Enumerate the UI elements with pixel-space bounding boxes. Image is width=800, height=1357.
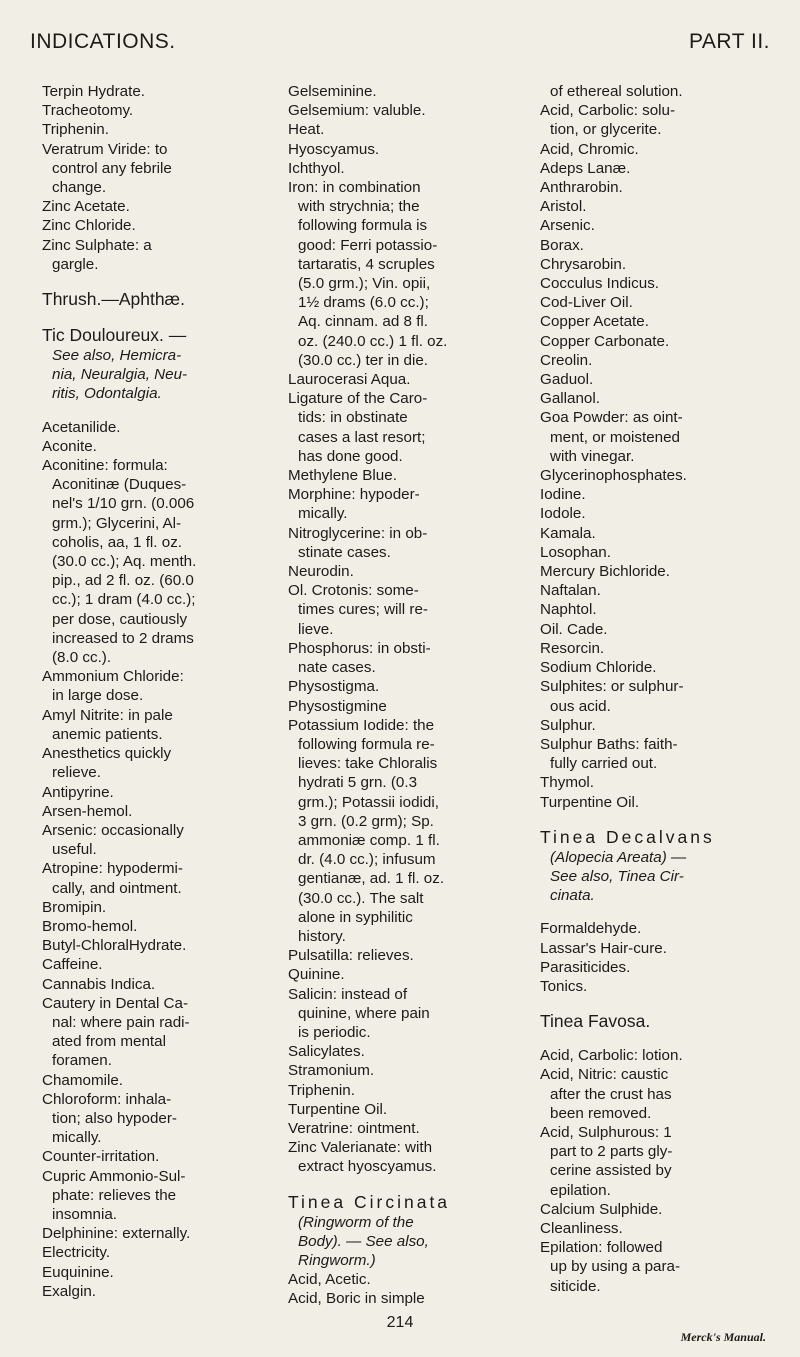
entry-line: tids: in obstinate [298, 409, 408, 427]
entry-line: up by using a para- [550, 1258, 681, 1276]
entry-line: Heat. [288, 121, 325, 139]
entry-line: (8.0 cc.). [52, 649, 112, 667]
entry-line: Chloroform: inhala- [42, 1090, 172, 1108]
entry-line: Lassar's Hair-cure. [540, 939, 667, 957]
entry-line: Kamala. [540, 524, 596, 542]
running-header [30, 30, 770, 60]
entry-line: foramen. [52, 1052, 112, 1070]
entry-line: Ol. Crotonis: some- [288, 582, 419, 600]
header-title: INDICATIONS. [30, 30, 176, 53]
entry-line: Physostigmine [288, 697, 387, 715]
entry-line: Terpin Hydrate. [42, 83, 145, 100]
entry-line: Chrysarobin. [540, 255, 627, 273]
entry-line: (5.0 grm.); Vin. opii, [298, 275, 431, 293]
spacer [540, 905, 762, 919]
entry-line: nel's 1/10 grn. (0.006 [52, 495, 195, 513]
column-2 [288, 82, 528, 1309]
column-3 [540, 82, 762, 1296]
entry-line: Triphenin. [42, 121, 109, 139]
entry-line: gargle. [52, 255, 99, 273]
entry-line: Cannabis Indica. [42, 975, 156, 993]
entry-line: 3 grn. (0.2 grm); Sp. [298, 812, 434, 830]
section-heading: Tinea Favosa. [540, 1011, 651, 1032]
entry-line: Acid, Boric in simple [288, 1290, 425, 1308]
entry-line: Nitroglycerine: in ob- [288, 524, 428, 542]
entry-line: times cures; will re- [298, 601, 428, 619]
entry-line: (30.0 cc.). The salt [298, 889, 424, 907]
entry-line: Adeps Lanæ. [540, 159, 631, 177]
entry-line: Aconite. [42, 437, 97, 455]
entry-line: epilation. [550, 1181, 611, 1199]
entry-line: cinata. [550, 887, 595, 905]
entry-line: nia, Neuralgia, Neu- [52, 366, 188, 384]
entry-line: Bromo-hemol. [42, 917, 138, 935]
entry-line: grm.); Potassii iodidi, [298, 793, 439, 811]
header-part: PART II. [688, 30, 770, 53]
entry-line: Caffeine. [42, 956, 103, 974]
entry-line: cc.); 1 dram (4.0 cc.); [52, 591, 196, 609]
entry-line: Copper Carbonate. [540, 332, 670, 350]
entry-line: ment, or moistened [550, 428, 680, 446]
spacer [42, 404, 262, 418]
entry-line: following formula is [298, 217, 428, 235]
entry-line: change. [52, 179, 107, 197]
entry-line: Borax. [540, 236, 584, 254]
entry-line: Acid, Acetic. [288, 1271, 371, 1289]
entry-line: (30.0 cc.) ter in die. [298, 351, 428, 369]
entry-line: extract hyoscyamus. [298, 1158, 437, 1176]
entry-line: pip., ad 2 fl. oz. (60.0 [52, 572, 194, 590]
entry-line: See also, Tinea Cir- [550, 867, 684, 885]
entry-line: cases a last resort; [298, 428, 426, 446]
entry-line: Creolin. [540, 351, 593, 369]
entry-line: been removed. [550, 1104, 652, 1122]
entry-line: oz. (240.0 cc.) 1 fl. oz. [298, 332, 448, 350]
entry-line: nal: where pain radi- [52, 1013, 190, 1031]
entry-line: Arsenic: occasionally [42, 821, 184, 839]
entry-line: Formaldehyde. [540, 920, 642, 938]
entry-line: Sodium Chloride. [540, 659, 657, 677]
entry-line: Aconitinæ (Duques- [52, 476, 187, 494]
entry-line: (Alopecia Areata) — [550, 848, 687, 866]
entry-line: ous acid. [550, 697, 611, 715]
entry-line: Cupric Ammonio-Sul- [42, 1167, 186, 1185]
entry-line: in large dose. [52, 687, 144, 705]
entry-line: is periodic. [298, 1023, 371, 1041]
entry-line: insomnia. [52, 1205, 117, 1223]
entry-line: tion; also hypoder- [52, 1109, 177, 1127]
entry-line: gentianæ, ad. 1 fl. oz. [298, 870, 445, 888]
entry-line: alone in syphilitic [298, 908, 413, 926]
entry-line: part to 2 parts gly- [550, 1143, 673, 1161]
entry-line: mically. [298, 505, 348, 523]
entry-line: fully carried out. [550, 755, 658, 773]
entry-line: Zinc Sulphate: a [42, 236, 152, 254]
entry-line: Electricity. [42, 1244, 111, 1262]
spacer [42, 310, 262, 324]
entry-line: Gaduol. [540, 371, 594, 389]
entry-line: See also, Hemicra- [52, 347, 182, 365]
entry-line: Goa Powder: as oint- [540, 409, 683, 427]
entry-line: Pulsatilla: relieves. [288, 947, 414, 965]
spacer [540, 812, 762, 826]
entry-line: Gelseminine. [288, 83, 377, 100]
entry-line: (30.0 cc.); Aq. menth. [52, 553, 197, 571]
entry-line: Acid, Nitric: caustic [540, 1066, 669, 1084]
entry-line: increased to 2 drams [52, 629, 194, 647]
entry-line: Quinine. [288, 966, 345, 984]
entry-line: Salicin: instead of [288, 985, 408, 1003]
entry-line: Atropine: hypodermi- [42, 860, 183, 878]
entry-line: Aq. cinnam. ad 8 fl. [298, 313, 429, 331]
entry-line: Cocculus Indicus. [540, 275, 660, 293]
entry-line: Laurocerasi Aqua. [288, 371, 411, 389]
entry-line: phate: relieves the [52, 1186, 177, 1204]
entry-line: Mercury Bichloride. [540, 563, 670, 581]
entry-line: Acid, Carbolic: lotion. [540, 1047, 683, 1065]
entry-line: Morphine: hypoder- [288, 486, 420, 504]
entry-line: tion, or glycerite. [550, 121, 662, 139]
entry-line: siticide. [550, 1277, 601, 1295]
entry-line: Arsenic. [540, 217, 595, 235]
entry-line: Cod-Liver Oil. [540, 294, 633, 312]
entry-line: Acetanilide. [42, 418, 121, 436]
entry-line: Ammonium Chloride: [42, 668, 184, 686]
entry-line: Sulphur Baths: faith- [540, 735, 678, 753]
entry-line: Turpentine Oil. [288, 1100, 388, 1118]
entry-line: Counter-irritation. [42, 1148, 160, 1166]
entry-line: Veratrine: ointment. [288, 1119, 420, 1137]
entry-line: Phosphorus: in obsti- [288, 639, 431, 657]
entry-line: Tracheotomy. [42, 102, 134, 120]
entry-line: history. [298, 927, 346, 945]
section-heading: Tinea Decalvans [540, 826, 715, 847]
spacer [42, 274, 262, 288]
entry-line: Euquinine. [42, 1263, 114, 1281]
entry-line: Turpentine Oil. [540, 793, 640, 811]
entry-line: stinate cases. [298, 543, 391, 561]
entry-line: Iodine. [540, 486, 586, 504]
column-1 [42, 82, 262, 1301]
entry-line: mically. [52, 1129, 102, 1147]
entry-line: Acid, Sulphurous: 1 [540, 1123, 672, 1141]
entry-line: control any febrile [52, 159, 172, 177]
section-heading: Tic Douloureux. — [42, 325, 187, 346]
entry-line: Salicylates. [288, 1043, 365, 1061]
entry-line: lieve. [298, 620, 334, 638]
entry-line: Delphinine: externally. [42, 1225, 191, 1243]
entry-line: after the crust has [550, 1085, 672, 1103]
entry-line: Parasiticides. [540, 958, 631, 976]
entry-line: Zinc Valerianate: with [288, 1139, 433, 1157]
entry-line: Losophan. [540, 543, 611, 561]
section-heading: Thrush.—Aphthæ. [42, 289, 185, 310]
entry-line: Anthrarobin. [540, 179, 623, 197]
entry-line: Bromipin. [42, 898, 107, 916]
entry-line: nate cases. [298, 659, 376, 677]
entry-line: ritis, Odontalgia. [52, 385, 162, 403]
entry-line: Glycerinophosphates. [540, 467, 687, 485]
page-number: 214 [386, 1314, 414, 1331]
entry-line: cally, and ointment. [52, 879, 182, 897]
publisher-mark: Merck's Manual. [680, 1330, 766, 1344]
entry-line: Anesthetics quickly [42, 745, 172, 763]
entry-line: Gelsemium: valuble. [288, 102, 426, 120]
entry-line: (Ringworm of the [298, 1213, 414, 1231]
entry-line: Naftalan. [540, 582, 601, 600]
entry-line: ammoniæ comp. 1 fl. [298, 831, 440, 849]
entry-line: Triphenin. [288, 1081, 355, 1099]
entry-line: relieve. [52, 764, 101, 782]
entry-line: Antipyrine. [42, 783, 114, 801]
entry-line: Body). — See also, [298, 1232, 429, 1250]
entry-line: hydrati 5 grn. (0.3 [298, 774, 418, 792]
entry-line: Gallanol. [540, 390, 600, 408]
entry-line: Zinc Acetate. [42, 198, 130, 216]
entry-line: Sulphur. [540, 716, 596, 734]
entry-line: good: Ferri potassio- [298, 236, 438, 254]
entry-line: Cautery in Dental Ca- [42, 994, 189, 1012]
entry-line: coholis, aa, 1 fl. oz. [52, 533, 183, 551]
entry-line: Thymol. [540, 774, 595, 792]
entry-line: Aconitine: formula: [42, 457, 168, 475]
entry-line: Physostigma. [288, 678, 380, 696]
entry-line: Amyl Nitrite: in pale [42, 706, 173, 724]
entry-line: with vinegar. [550, 447, 635, 465]
entry-line: Cleanliness. [540, 1219, 623, 1237]
entry-line: Iodole. [540, 505, 586, 523]
spacer [540, 1032, 762, 1046]
entry-line: Ichthyol. [288, 159, 345, 177]
entry-line: Methylene Blue. [288, 467, 397, 485]
entry-line: Arsen-hemol. [42, 802, 133, 820]
section-heading: Tinea Circinata [288, 1191, 451, 1212]
entry-line: Potassium Iodide: the [288, 716, 435, 734]
entry-line: Chamomile. [42, 1071, 124, 1089]
entry-line: Iron: in combination [288, 179, 421, 197]
entry-line: Copper Acetate. [540, 313, 649, 331]
entry-line: following formula re- [298, 735, 435, 753]
entry-line: Resorcin. [540, 639, 605, 657]
entry-line: Oil. Cade. [540, 620, 608, 638]
entry-line: per dose, cautiously [52, 610, 188, 628]
entry-line: 1½ drams (6.0 cc.); [298, 294, 429, 312]
entry-line: Tonics. [540, 977, 588, 995]
spacer [540, 996, 762, 1010]
entry-line: of ethereal solution. [550, 83, 683, 100]
entry-line: Zinc Chloride. [42, 217, 136, 235]
entry-line: has done good. [298, 447, 403, 465]
entry-line: Neurodin. [288, 563, 354, 581]
entry-line: Ringworm.) [298, 1251, 376, 1269]
entry-line: Epilation: followed [540, 1239, 663, 1257]
entry-line: Naphtol. [540, 601, 597, 619]
entry-line: quinine, where pain [298, 1004, 430, 1022]
entry-line: Stramonium. [288, 1062, 375, 1080]
entry-line: anemic patients. [52, 725, 163, 743]
spacer [288, 1177, 528, 1191]
entry-line: tartaratis, 4 scruples [298, 255, 435, 273]
entry-line: Aristol. [540, 198, 587, 216]
entry-line: Exalgin. [42, 1282, 97, 1300]
entry-line: Veratrum Viride: to [42, 140, 168, 158]
entry-line: Acid, Carbolic: solu- [540, 102, 676, 120]
entry-line: Sulphites: or sulphur- [540, 678, 684, 696]
entry-line: Calcium Sulphide. [540, 1200, 663, 1218]
entry-line: ated from mental [52, 1033, 166, 1051]
entry-line: with strychnia; the [298, 198, 420, 216]
entry-line: dr. (4.0 cc.); infusum [298, 851, 436, 869]
entry-line: Butyl-ChloralHydrate. [42, 937, 187, 955]
entry-line: Acid, Chromic. [540, 140, 639, 158]
entry-line: grm.); Glycerini, Al- [52, 514, 182, 532]
entry-line: Ligature of the Caro- [288, 390, 428, 408]
entry-line: cerine assisted by [550, 1162, 672, 1180]
entry-line: useful. [52, 841, 97, 859]
entry-line: Hyoscyamus. [288, 140, 380, 158]
entry-line: lieves: take Chloralis [298, 755, 438, 773]
